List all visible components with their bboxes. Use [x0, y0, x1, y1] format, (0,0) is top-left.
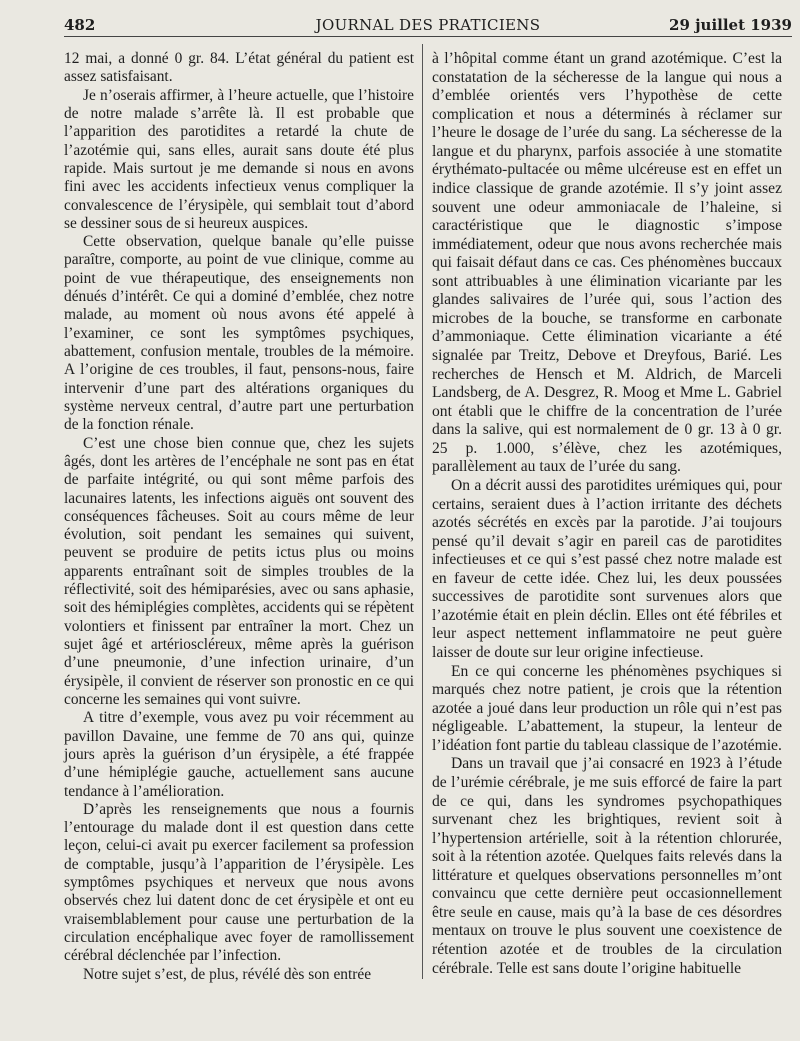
paragraph: Cette observation, quelque banale qu’elle puisse paraître, comporte, au point de vue clinique, comme au point de vue thérapeutique, des enseignements non dénués d’intérêt. Ce qui a dominé d’emblée, chez notre malade, au moment où nous avons été appelé à l’examiner, ce sont les symptômes psychiques, abattement, confusion mentale, troubles de la mémoire. A l’origine de ces troubles, il faut, pensons-nous, faire intervenir d’une part des altérations organiques du système nerveux central, d’autre part une perturbation de la fonction rénale.: [64, 233, 414, 434]
paragraph: à l’hôpital comme étant un grand azotémique. C’est la constatation de la sécheresse de la langue qui nous a d’emblée orientés vers l’hypothèse de cette complication et nous a déterminés à réclamer sur l’heure le dosage de l’urée du sang. La sécheresse de la langue et du pharynx, parfois associée à une stomatite érythémato-pultacée ou même ulcéreuse est en effet un indice classique de grande azotémie. Il s’y joint assez souvent une odeur ammoniacale de l’haleine, si caractéristique que le diagnostic s’impose immédiatement, odeur que nous avons recherchée mais qui faisait défaut dans ce cas. Ces phénomènes buccaux sont attribuables à une élimination vicariante par les glandes salivaires de l’urée qui, sous l’action des microbes de la bouche, se transforme en carbonate d’ammoniaque. Cette élimination vicariante a été signalée par Treitz, Debove et Dreyfous, Barié. Les recherches de Hensch et M. Aldrich, de Marceli Landsberg, de A. Desgrez, R. Moog et Mme L. Gabriel ont établi que le chiffre de la concentration de l’urée dans la salive, qui est normalement de 0 gr. 13 à 0 gr. 25 p. 1.000, s’élève, chez les azotémiques, parallèlement au taux de l’urée du sang.: [432, 50, 782, 476]
paragraph: Je n’oserais affirmer, à l’heure actuelle, que l’histoire de notre malade s’arrête là. Il est probable que l’apparition des parotidites a retardé la chute de l’azotémie qui, sans elles, aurait sans doute été plus rapide. Mais surtout je me demande si nous en avons fini avec les accidents infectieux venus compliquer la convalescence de l’érysipèle, qui semblait tout d’abord se dessiner sous de si heureux auspices.: [64, 86, 414, 232]
issue-date: 29 juillet 1939: [669, 16, 792, 34]
column-divider: [422, 44, 423, 979]
paragraph: On a décrit aussi des parotidites urémiques qui, pour certains, seraient dues à l’action irritante des déchets azotés sécrétés en excès par la parotide. J’ai toujours pensé qu’il devait s’agir en pareil cas de parotidites infectieuses et ce qui s’est passé chez notre malade est en faveur de cette idée. Chez lui, les deux poussées successives de parotidite sont survenues alors que l’azotémie était en plein déclin. Elles ont été fébriles et leur aspect nettement inflammatoire ne peut guère laisser de doute sur leur origine infectieuse.: [432, 476, 782, 661]
paragraph: D’après les renseignements que nous a fournis l’entourage du malade dont il est question dans cette leçon, celui-ci avait pu exercer facilement sa profession de comptable, jusqu’à l’apparition de l’érysipèle. Les symptômes psychiques et nerveux que nous avons observés chez lui datent donc de cet érysipèle et ont eu vraisemblablement pour cause une perturbation de la circulation encéphalique avec foyer de ramollissement cérébral déclenchée par l’infection.: [64, 800, 414, 965]
paragraph: Notre sujet s’est, de plus, révélé dès son entrée: [83, 965, 372, 983]
paragraph: C’est une chose bien connue que, chez les sujets âgés, dont les artères de l’encéphale ne sont pas en état de parfaite intégrité, ou qui sont même parfois des lacunaires latents, les infections aiguës ont souvent des conséquences fâcheuses. Soit au cours même de leur évolution, soit pendant les semaines qui suivent, peuvent se produire de petits ictus plus ou moins apparents entraînant soit de simples troubles de la réflectivité, soit des hémiparésies, avec ou sans aphasie, soit des hémiplégies complètes, accidents qui se répètent volontiers et finissent par entraîner la mort. Chez un sujet âgé et artérioscléreux, même après la guérison d’une pneumonie, d’une infection urinaire, d’un érysipèle, il convient de réserver son pronostic en ce qui concerne les semaines qui vont suivre.: [64, 434, 414, 708]
left-column: [64, 50, 414, 984]
journal-title: JOURNAL DES PRATICIENS: [315, 16, 541, 34]
right-column: [432, 50, 782, 978]
page-number: 482: [64, 16, 96, 34]
header-rule: [64, 36, 792, 37]
paragraph: Dans un travail que j’ai consacré en 1923 à l’étude de l’urémie cérébrale, je me suis efforcé de faire la part de ce qui, dans les syndromes psychopathiques survenant chez les brightiques, revient soit à l’hypertension artérielle, soit à la rétention chlorurée, soit à la rétention azotée. Quelques faits relevés dans la littérature et quelques observations personnelles m’ont convaincu que cette dernière peut occasionnellement être seule en cause, mais qu’à la base de ces désordres mentaux on trouve le plus souvent une coexistence de rétention azotée et de troubles de la circulation cérébrale. Telle est sans doute l’origine habituelle: [432, 755, 782, 977]
page-header: [64, 14, 792, 36]
paragraph: A titre d’exemple, vous avez pu voir récemment au pavillon Davaine, une femme de 70 ans qui, quinze jours après la guérison d’un érysipèle, a été frappée d’une hémiplégie gauche, actuellement sans aucune tendance à l’amélioration.: [64, 709, 414, 800]
paragraph: En ce qui concerne les phénomènes psychiques si marqués chez notre patient, je crois que la rétention azotée a joué dans leur production un rôle qui n’est pas négligeable. L’abattement, la stupeur, la lenteur de l’idéation font partie du tableau classique de l’azotémie.: [432, 662, 782, 754]
paragraph: 12 mai, a donné 0 gr. 84. L’état général du patient est assez satisfaisant.: [64, 50, 414, 86]
